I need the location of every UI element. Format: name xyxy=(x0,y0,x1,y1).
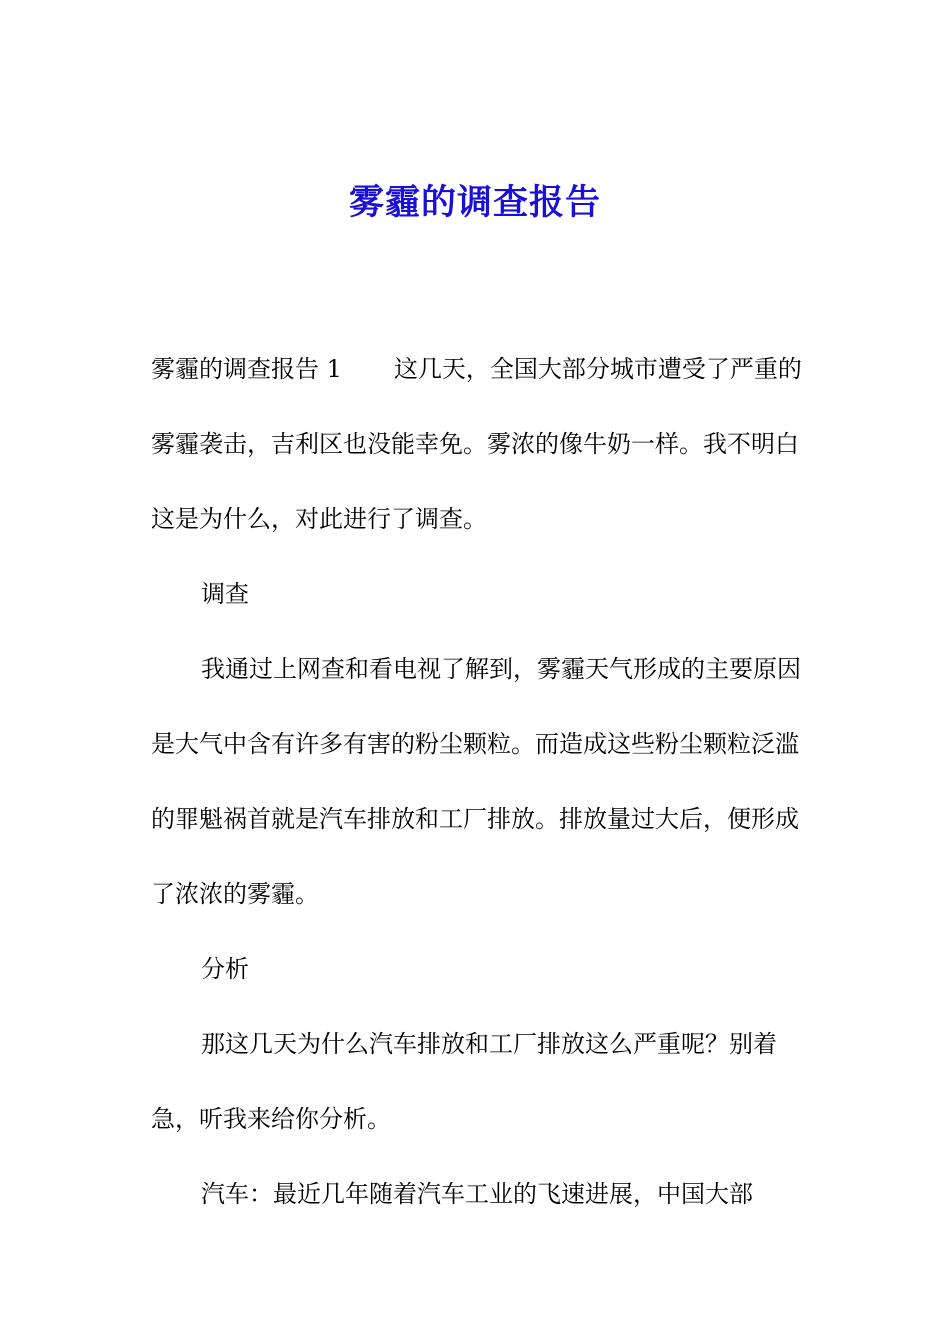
analysis-heading: 分析 xyxy=(201,955,249,983)
report-number-heading: 雾霾的调查报告 1 xyxy=(151,355,342,383)
document-title: 雾霾的调查报告 xyxy=(348,182,601,223)
intro-text: 这几天，全国大部分城市遭受了严重的雾霾袭击，吉利区也没能幸免。雾浓的像牛奶一样。我不明白这是为什么，对此进行了调查。 xyxy=(151,355,802,533)
analysis-paragraph: 那这几天为什么汽车排放和工厂排放这么严重呢？别着急，听我来给你分析。 xyxy=(151,1030,777,1133)
survey-paragraph: 我通过上网查和看电视了解到，雾霾天气形成的主要原因是大气中含有许多有害的粉尘颗粒。而造成这些粉尘颗粒泛滥的罪魁祸首就是汽车排放和工厂排放。排放量过大后，便形成了浓浓的雾霾。 xyxy=(151,655,801,908)
intro-paragraph xyxy=(151,332,811,557)
cars-paragraph: 汽车：最近几年随着汽车工业的飞速进展，中国大部 xyxy=(201,1180,753,1208)
survey-heading: 调查 xyxy=(201,580,249,608)
document-body xyxy=(151,332,811,1232)
